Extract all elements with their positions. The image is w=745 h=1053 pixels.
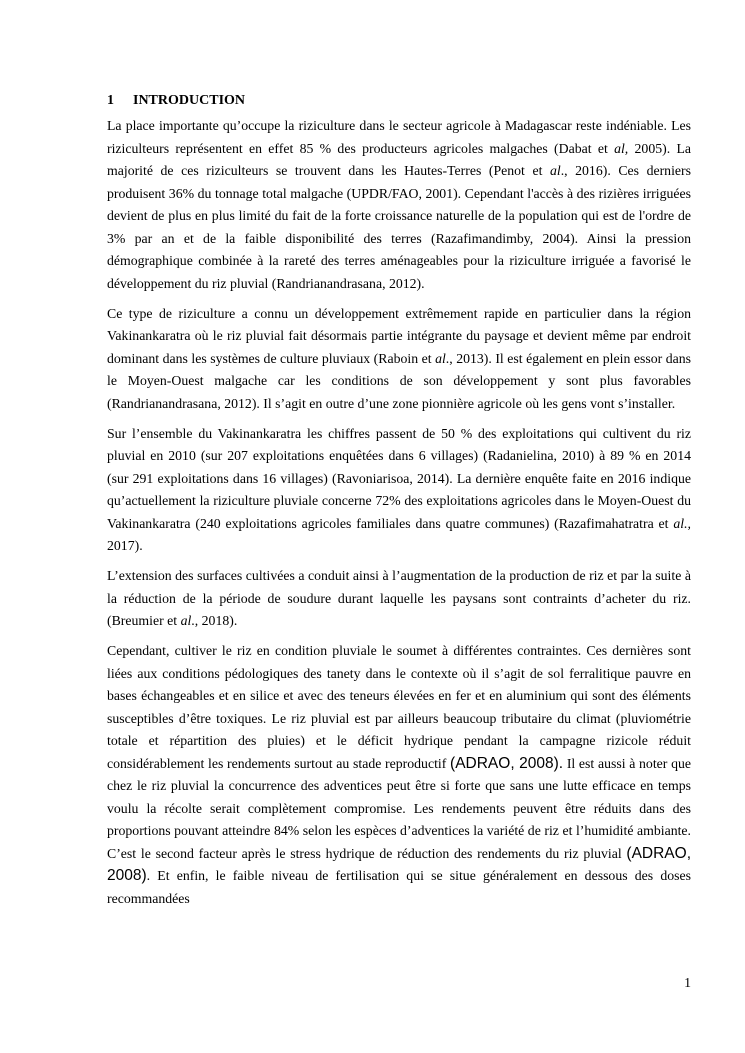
paragraph-5 [107,640,691,910]
paragraph-4 [107,565,691,633]
italic-run: al [549,163,561,178]
text-run: Il est aussi à noter que chez le riz pluvial la concurrence des adventices peut être si forte que sans une lutte efficace en temps voulu la récolte serait complètement compromise. Les rendements peuvent être réduits dans des proportions pouvant atteindre 84% selon les espèces d’adventices la variété de riz et l’humidité ambiante. C’est le second facteur après le stress hydrique de réduction des rendements du riz pluvial [107,755,691,861]
text-run: La place importante qu’occupe la riziculture dans le secteur agricole à Madagascar reste indéniable. Les riziculteurs représentent en effet 85 % des producteurs agricoles malgaches (Dabat et [107,118,691,156]
text-run: ., 2018). [191,613,238,628]
text-run: Ce type de riziculture a connu un développement extrêmement rapide en particulier dans la région Vakinankaratra où le riz pluvial fait désormais partie intégrante du paysage et devient même par endroit dominant dans les systèmes de culture pluviaux (Raboin et [107,305,691,366]
text-run: 2005). La majorité de ces riziculteurs se trouvent dans les Hautes-Terres (Penot et [107,140,691,178]
section-number: 1 [107,93,114,108]
citation-run: (ADRAO, 2008) [107,844,691,884]
page-number: 1 [684,975,691,990]
paragraph-3 [107,423,691,558]
text-run: ., 2016). Ces derniers produisent 36% du tonnage total malgache (UPDR/FAO, 2001). Cependant l'accès à des rizières irriguées devient de plus en plus limité du fait de la forte croissance naturelle de la population qui est de l'ordre de 3% par an et de la faible disponibilité des terres (Razafimandimby, 2004). Ainsi la pression démographique combinée à la rareté des terres aménageables pour la riziculture irriguée a favorisé le développement du riz pluvial (Randrianandrasana, 2012). [107,163,692,291]
italic-run: al, [614,140,629,156]
section-title: INTRODUCTION [133,93,246,108]
paragraph-2 [107,303,691,416]
text-run: 2017). [107,538,143,553]
section-heading [107,91,245,111]
text-run: ., 2013). Il est également en plein essor dans le Moyen-Ouest malgache car les conditions de son développement y sont plus favorables (Randrianandrasana, 2012). Il s’agit en outre d’une zone pionnière agricole où les gens vont s’installer. [107,350,692,411]
citation-run: (ADRAO, 2008). [450,754,564,772]
body-text [107,113,691,918]
text-run: L’extension des surfaces cultivées a conduit ainsi à l’augmentation de la production de riz et par la suite à la réduction de la période de soudure durant laquelle les paysans sont contraints d’acheter du riz.(Breumier et [107,568,691,628]
italic-run: al [435,350,446,366]
paragraph-1 [107,115,691,295]
italic-run: al., [673,515,691,531]
text-run: Sur l’ensemble du Vakinankaratra les chiffres passent de 50 % des exploitations qui cultivent du riz pluvial en 2010 (sur 207 exploitations enquêtées dans 6 villages) (Radanielina, 2010) à 89 % en 2014 (sur 291 exploitations dans 16 villages) (Ravoniarisoa, 2014). La dernière enquête faite en 2016 indique qu’actuellement la riziculture pluviale concerne 72% des exploitations agricoles dans le Moyen-Ouest du Vakinankaratra (240 exploitations agricoles familiales dans quatre communes) (Razafimahatratra et [107,425,691,531]
text-run: Cependant, cultiver le riz en condition pluviale le soumet à différentes contraintes. Ces dernières sont liées aux conditions pédologiques des tanety dans le contexte où il s’agit de sol ferralitique pauvre en bases échangeables et en silice et avec des teneurs élevées en fer et en aluminium qui sont des éléments susceptibles d’être toxiques. Le riz pluvial est par ailleurs beaucoup tributaire du climat (pluviométrie totale et répartition des pluies) et le déficit hydrique pendant la campagne rizicole réduit considérablement les rendements surtout au stade reproductif [107,643,691,771]
italic-run: al [180,613,192,628]
text-run: . Et enfin, le faible niveau de fertilisation qui se situe généralement en dessous des doses recommandées [107,868,691,906]
